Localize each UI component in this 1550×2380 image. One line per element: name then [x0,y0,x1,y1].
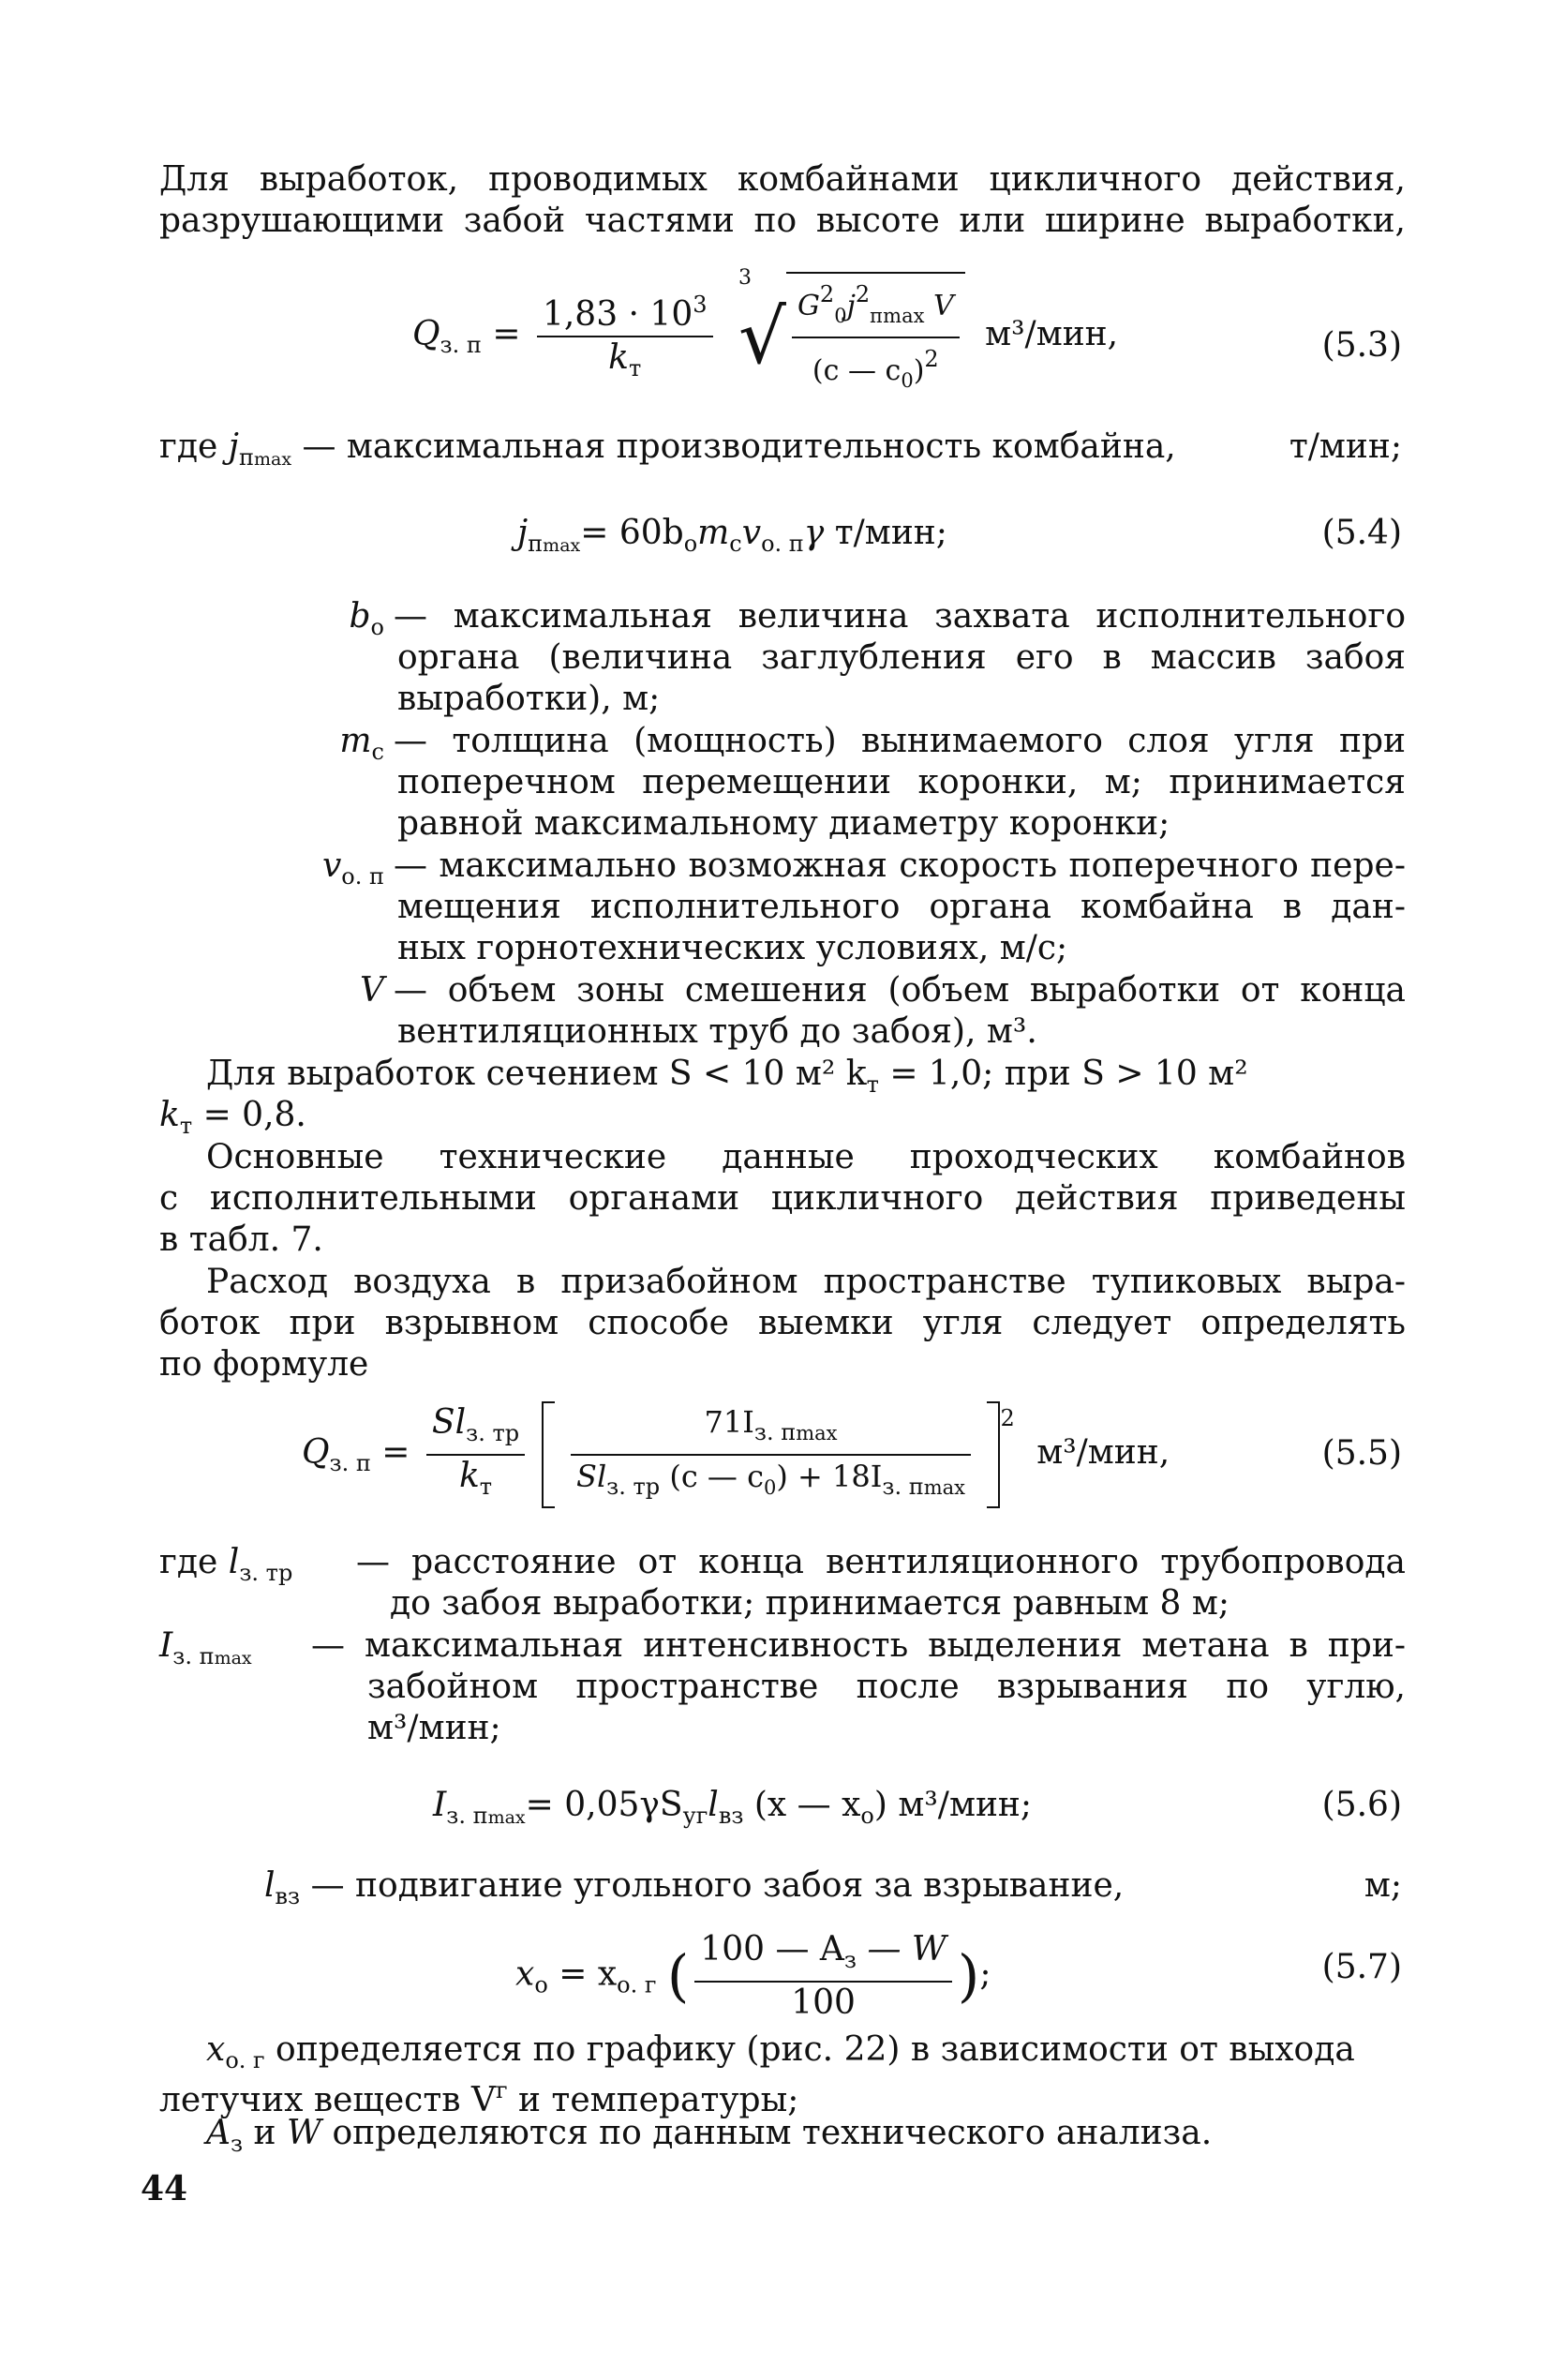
paragraph-line: с исполнительными органами цикличного действия приведены [159,1179,1406,1218]
paragraph-line: Расход воздуха в призабойном пространстве тупиковых выра- [206,1263,1406,1301]
equation-number: (5.4) [1321,514,1402,552]
def-line: поперечном перемещении коронки, м; принимается [397,763,1406,801]
paragraph-line: в табл. 7. [159,1220,323,1259]
where-line: где $j_{пmax}$ — максимальная производительность комбайна, [159,427,1176,471]
equation-5-3: $Q_{з. п}$ = $1,83 \cdot 10^3$ $k_т$ 3 √ $G^2_0j^2_{пmax}$ V (c — $c_0)^2$ м³/мин, [412,272,1118,401]
where-line: м³/мин; [367,1709,501,1747]
page-number: 44 [141,2169,188,2208]
def-line: — максимальная величина захвата исполнительного [394,597,1406,636]
paragraph-line: летучих веществ $V^г$ и температуры; [159,2077,799,2119]
paragraph-line: Для выработок, проводимых комбайнами цикличного действия, [159,160,1406,199]
def-line: мещения исполнительного органа комбайна в дан- [397,888,1406,926]
where-line: — максимальная интенсивность выделения метана в при- [311,1626,1406,1665]
paragraph-line: по формуле [159,1345,369,1384]
def-line: ных горнотехнических условиях, м/с; [397,929,1068,967]
where-unit: м; [1364,1866,1402,1905]
where-line: $l_{вз}$ — подвигание угольного забоя за взрывание, [264,1866,1125,1909]
def-line: выработки), м; [397,680,661,718]
def-line: — максимально возможная скорость поперечного пере- [394,846,1406,885]
where-line: забойном пространстве после взрывания по углю, [367,1668,1406,1706]
paragraph-line: Для выработок сечением S < 10 м² $k_т = 1,0$; при S > 10 м² [206,1055,1248,1098]
def-line: органа (величина заглубления его в массив забоя [397,638,1406,677]
def-line: — толщина (мощность) вынимаемого слоя угля при [394,722,1406,760]
def-line: — объем зоны смешения (объем выработки от конца [394,971,1406,1010]
def-symbol: V [360,971,384,1010]
paragraph-line: $k_т = 0,8$. [159,1096,306,1139]
equation-5-4: $j_{пmax}= 60b_оm_сv_{о. п}\gamma$ т/мин; [517,514,947,557]
where-line: где $l_{з. тр}$ [159,1543,293,1586]
paragraph-line: Основные технические данные проходческих комбайнов [206,1138,1406,1176]
equation-number: (5.6) [1321,1786,1402,1824]
paragraph-line: боток при взрывном способе выемки угля следует определять [159,1304,1406,1342]
paragraph-line: $x_{о. г}$ определяется по графику (рис. 22) в зависимости от выхода [206,2030,1355,2073]
equation-number: (5.5) [1321,1434,1402,1473]
equation-number: (5.7) [1321,1948,1402,1986]
def-line: равной максимальному диаметру коронки; [397,804,1170,843]
equation-5-7: $x_о = x_{о. г}$ ( 100 — $A_з$ — W 100 ); [515,1930,991,2022]
def-symbol: $v_{о. п}$ [321,846,384,890]
where-unit: т/мин; [1289,427,1402,466]
where-line: до забоя выработки; принимается равным 8 м; [390,1584,1230,1623]
where-symbol: $I_{з. пmax}$ [159,1626,252,1669]
equation-number: (5.3) [1321,326,1402,365]
paragraph-line: разрушающими забой частями по высоте или ширине выработки, [159,202,1406,240]
def-symbol: $m_с$ [339,722,384,765]
equation-5-6: $I_{з. пmax}= 0,05\gamma S_{уг}l_{вз}$ (x — $x_о$) м³/мин; [433,1786,1033,1829]
equation-5-5: $Q_{з. п}$ = $Sl_{з. тр}$ $k_т$ $71I_{з. пmax}$ $Sl_{з. тр}$ (c — $c_0) + 18I_{з. пmax}$ $^2$ м³/мин, [302,1401,1170,1508]
paragraph-line: $A_з$ и W определяются по данным технического анализа. [206,2114,1213,2157]
def-symbol: $b_о$ [349,597,384,640]
def-line: вентиляционных труб до забоя), м³. [397,1012,1037,1051]
where-line: — расстояние от конца вентиляционного трубопровода [356,1543,1406,1581]
